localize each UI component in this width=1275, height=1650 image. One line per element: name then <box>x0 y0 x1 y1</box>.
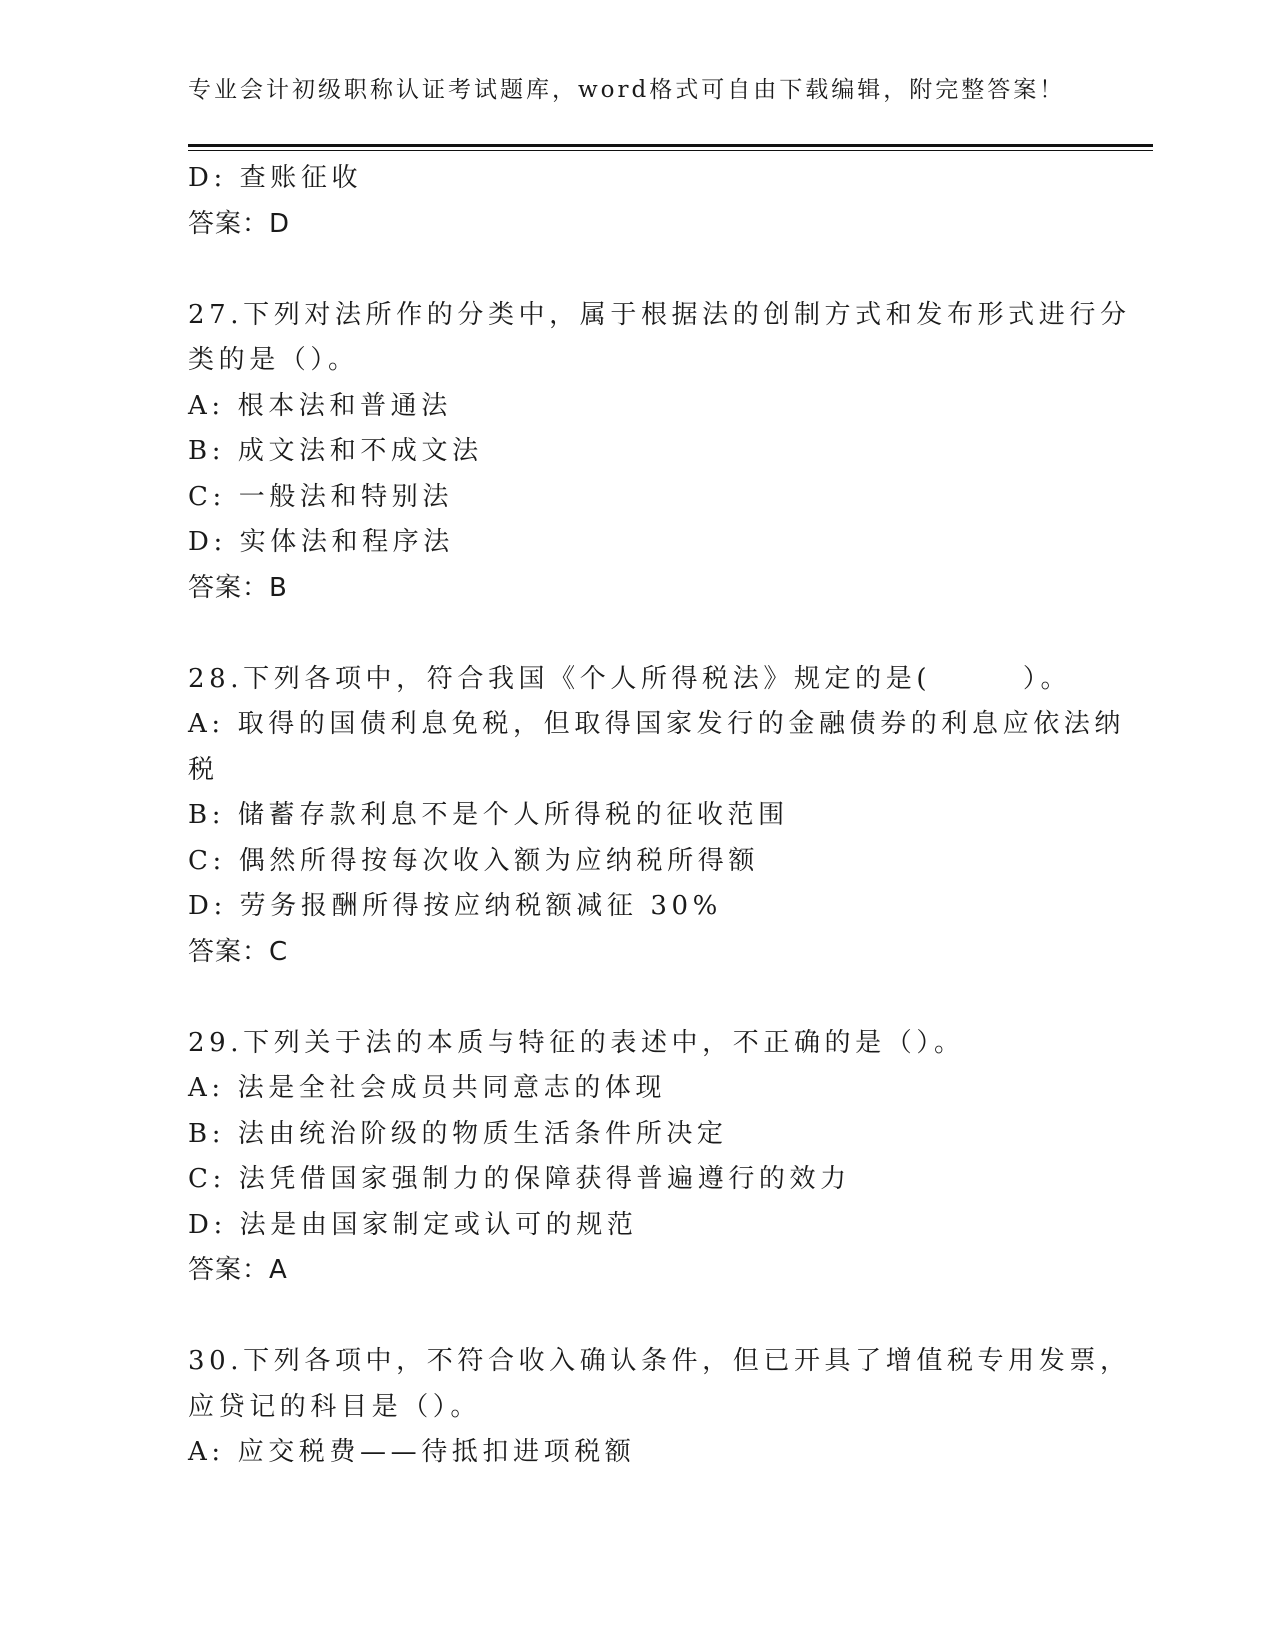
q28-option-d: D: 劳务报酬所得按应纳税额减征 30% <box>188 891 722 921</box>
prev-option-d: D: 查账征收 <box>188 163 363 193</box>
q29-option-b: B: 法由统治阶级的物质生活条件所决定 <box>188 1118 728 1149</box>
q27-option-b: B: 成文法和不成文法 <box>188 436 483 466</box>
q27-stem-line1: 27.下列对法所作的分类中，属于根据法的创制方式和发布形式进行分 <box>188 299 1131 330</box>
page-header: 专业会计初级职称认证考试题库，word格式可自由下载编辑，附完整答案！ <box>188 77 1066 103</box>
q28-stem-line1: 28.下列各项中，符合我国《个人所得税法》规定的是( ）。 <box>188 663 1072 694</box>
q28-option-c: C: 偶然所得按每次收入额为应纳税所得额 <box>188 845 759 876</box>
q29-option-a: A: 法是全社会成员共同意志的体现 <box>188 1073 667 1103</box>
q28-option-a-line1: A: 取得的国债利息免税，但取得国家发行的金融债券的利息应依法纳 <box>188 709 1126 739</box>
prev-answer: 答案：D <box>188 208 291 239</box>
q29-answer: 答案：A <box>188 1255 288 1285</box>
q28-option-a-line2: 税 <box>188 754 219 785</box>
q27-answer: 答案：B <box>188 572 288 603</box>
q30-stem-line1: 30.下列各项中，不符合收入确认条件，但已开具了增值税专用发票， <box>188 1346 1131 1376</box>
header-rule-thick <box>188 144 1153 147</box>
q28-answer: 答案：C <box>188 936 289 967</box>
spacer <box>188 611 1088 657</box>
spacer <box>188 975 1088 1021</box>
q30-stem-line2: 应贷记的科目是（）。 <box>188 1391 482 1422</box>
q29-option-c: C: 法凭借国家强制力的保障获得普遍遵行的效力 <box>188 1164 851 1194</box>
q28-option-b: B: 储蓄存款利息不是个人所得税的征收范围 <box>188 800 789 830</box>
q30-option-a: A: 应交税费——待抵扣进项税额 <box>188 1437 636 1467</box>
spacer <box>188 247 1088 293</box>
question-content <box>188 156 1131 1476</box>
q27-option-a: A: 根本法和普通法 <box>188 390 452 421</box>
spacer <box>188 1294 1088 1340</box>
q27-stem-line2: 类的是（）。 <box>188 345 359 375</box>
q29-option-d: D: 法是由国家制定或认可的规范 <box>188 1209 638 1240</box>
q27-option-d: D: 实体法和程序法 <box>188 527 454 557</box>
header-rule-thin <box>188 150 1153 151</box>
q29-stem-line1: 29.下列关于法的本质与特征的表述中，不正确的是（）。 <box>188 1027 965 1058</box>
q27-option-c: C: 一般法和特别法 <box>188 481 453 512</box>
